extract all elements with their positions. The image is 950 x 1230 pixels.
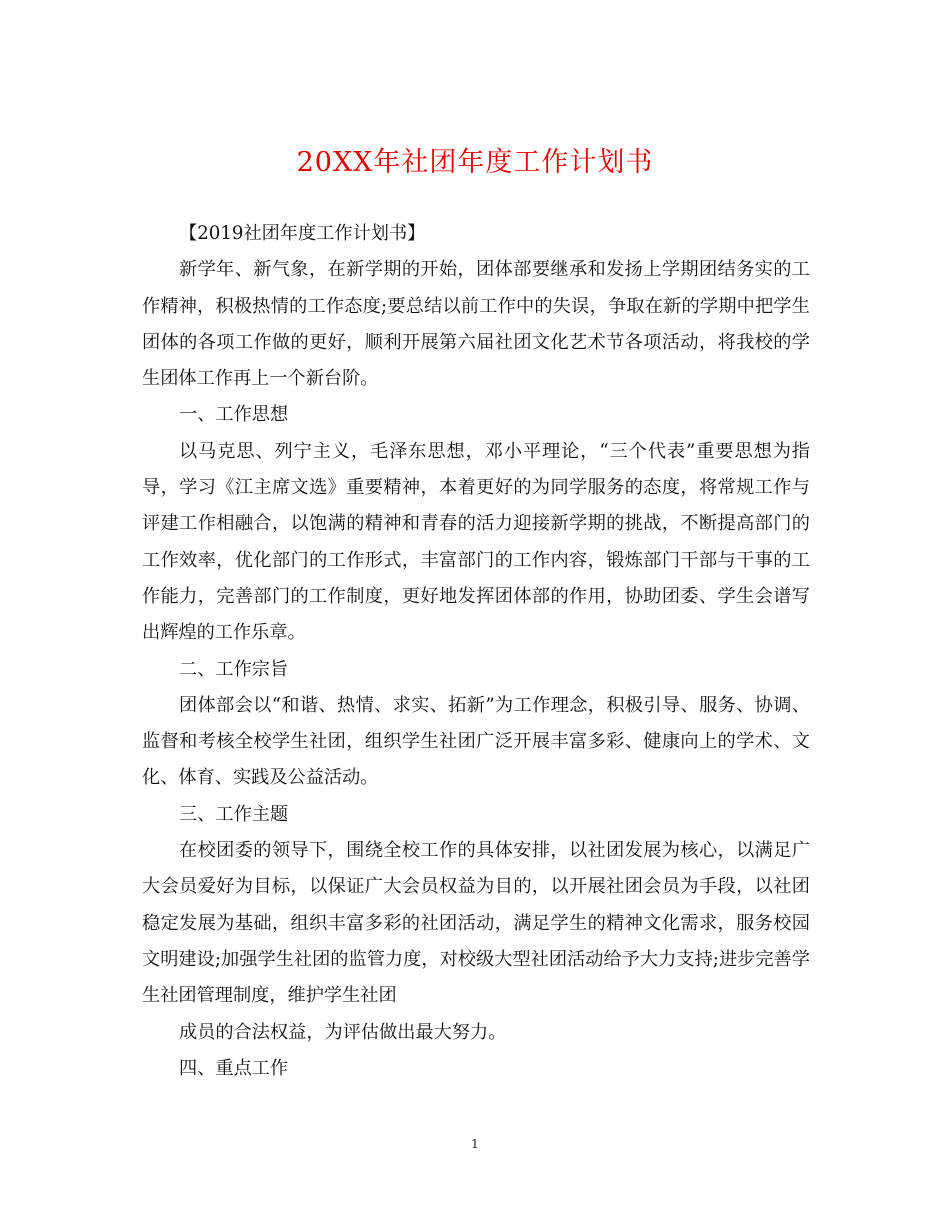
section-heading-4: 四、重点工作 — [179, 1057, 289, 1079]
section-paragraph-3: 在校团委的领导下，围绕全校工作的具体安排，以社团发展为核心，以满足广大会员爱好为目标，以保证广大会员权益为目的，以开展社团会员为手段，以社团稳定发展为基础，组织丰富多彩的社团活动，满足学生的精神文化需求，服务校园文明建设;加强学生社团的监管力度，对校级大型社团活动给予大力支持;进步完善学生社团管理制度，维护学生社团 — [142, 840, 810, 1007]
section-heading-2: 二、工作宗旨 — [179, 658, 289, 680]
intro-paragraph: 新学年、新气象，在新学期的开始，团体部要继承和发扬上学期团结务实的工作精神，积极热情的工作态度;要总结以前工作中的失误，争取在新的学期中把学生团体的各项工作做的更好，顺利开展第六届社团文化艺术节各项活动，将我校的学生团体工作再上一个新台阶。 — [142, 259, 810, 390]
section-paragraph-2: 团体部会以“和谐、热情、求实、拓新”为工作理念，积极引导、服务、协调、监督和考核全校学生社团，组织学生社团广泛开展丰富多彩、健康向上的学术、文化、体育、实践及公益活动。 — [142, 694, 810, 789]
document-body — [142, 216, 810, 1087]
page-number: 1 — [471, 1137, 479, 1151]
document-title: 20XX年社团年度工作计划书 — [296, 147, 654, 178]
section-paragraph-3-continued: 成员的合法权益，为评估做出最大努力。 — [179, 1021, 507, 1043]
section-paragraph-1: 以马克思、列宁主义，毛泽东思想，邓小平理论，“三个代表”重要思想为指导，学习《江主席文选》重要精神，本着更好的为同学服务的态度，将常规工作与评建工作相融合，以饱满的精神和青春的活力迎接新学期的挑战，不断提高部门的工作效率，优化部门的工作形式，丰富部门的工作内容，锻炼部门干部与干事的工作能力，完善部门的工作制度，更好地发挥团体部的作用，协助团委、学生会谱写出辉煌的工作乐章。 — [142, 440, 810, 644]
section-heading-3: 三、工作主题 — [179, 803, 289, 825]
section-heading-1: 一、工作思想 — [179, 404, 289, 426]
subtitle-bracket: 【2019社团年度工作计划书】 — [179, 223, 426, 244]
